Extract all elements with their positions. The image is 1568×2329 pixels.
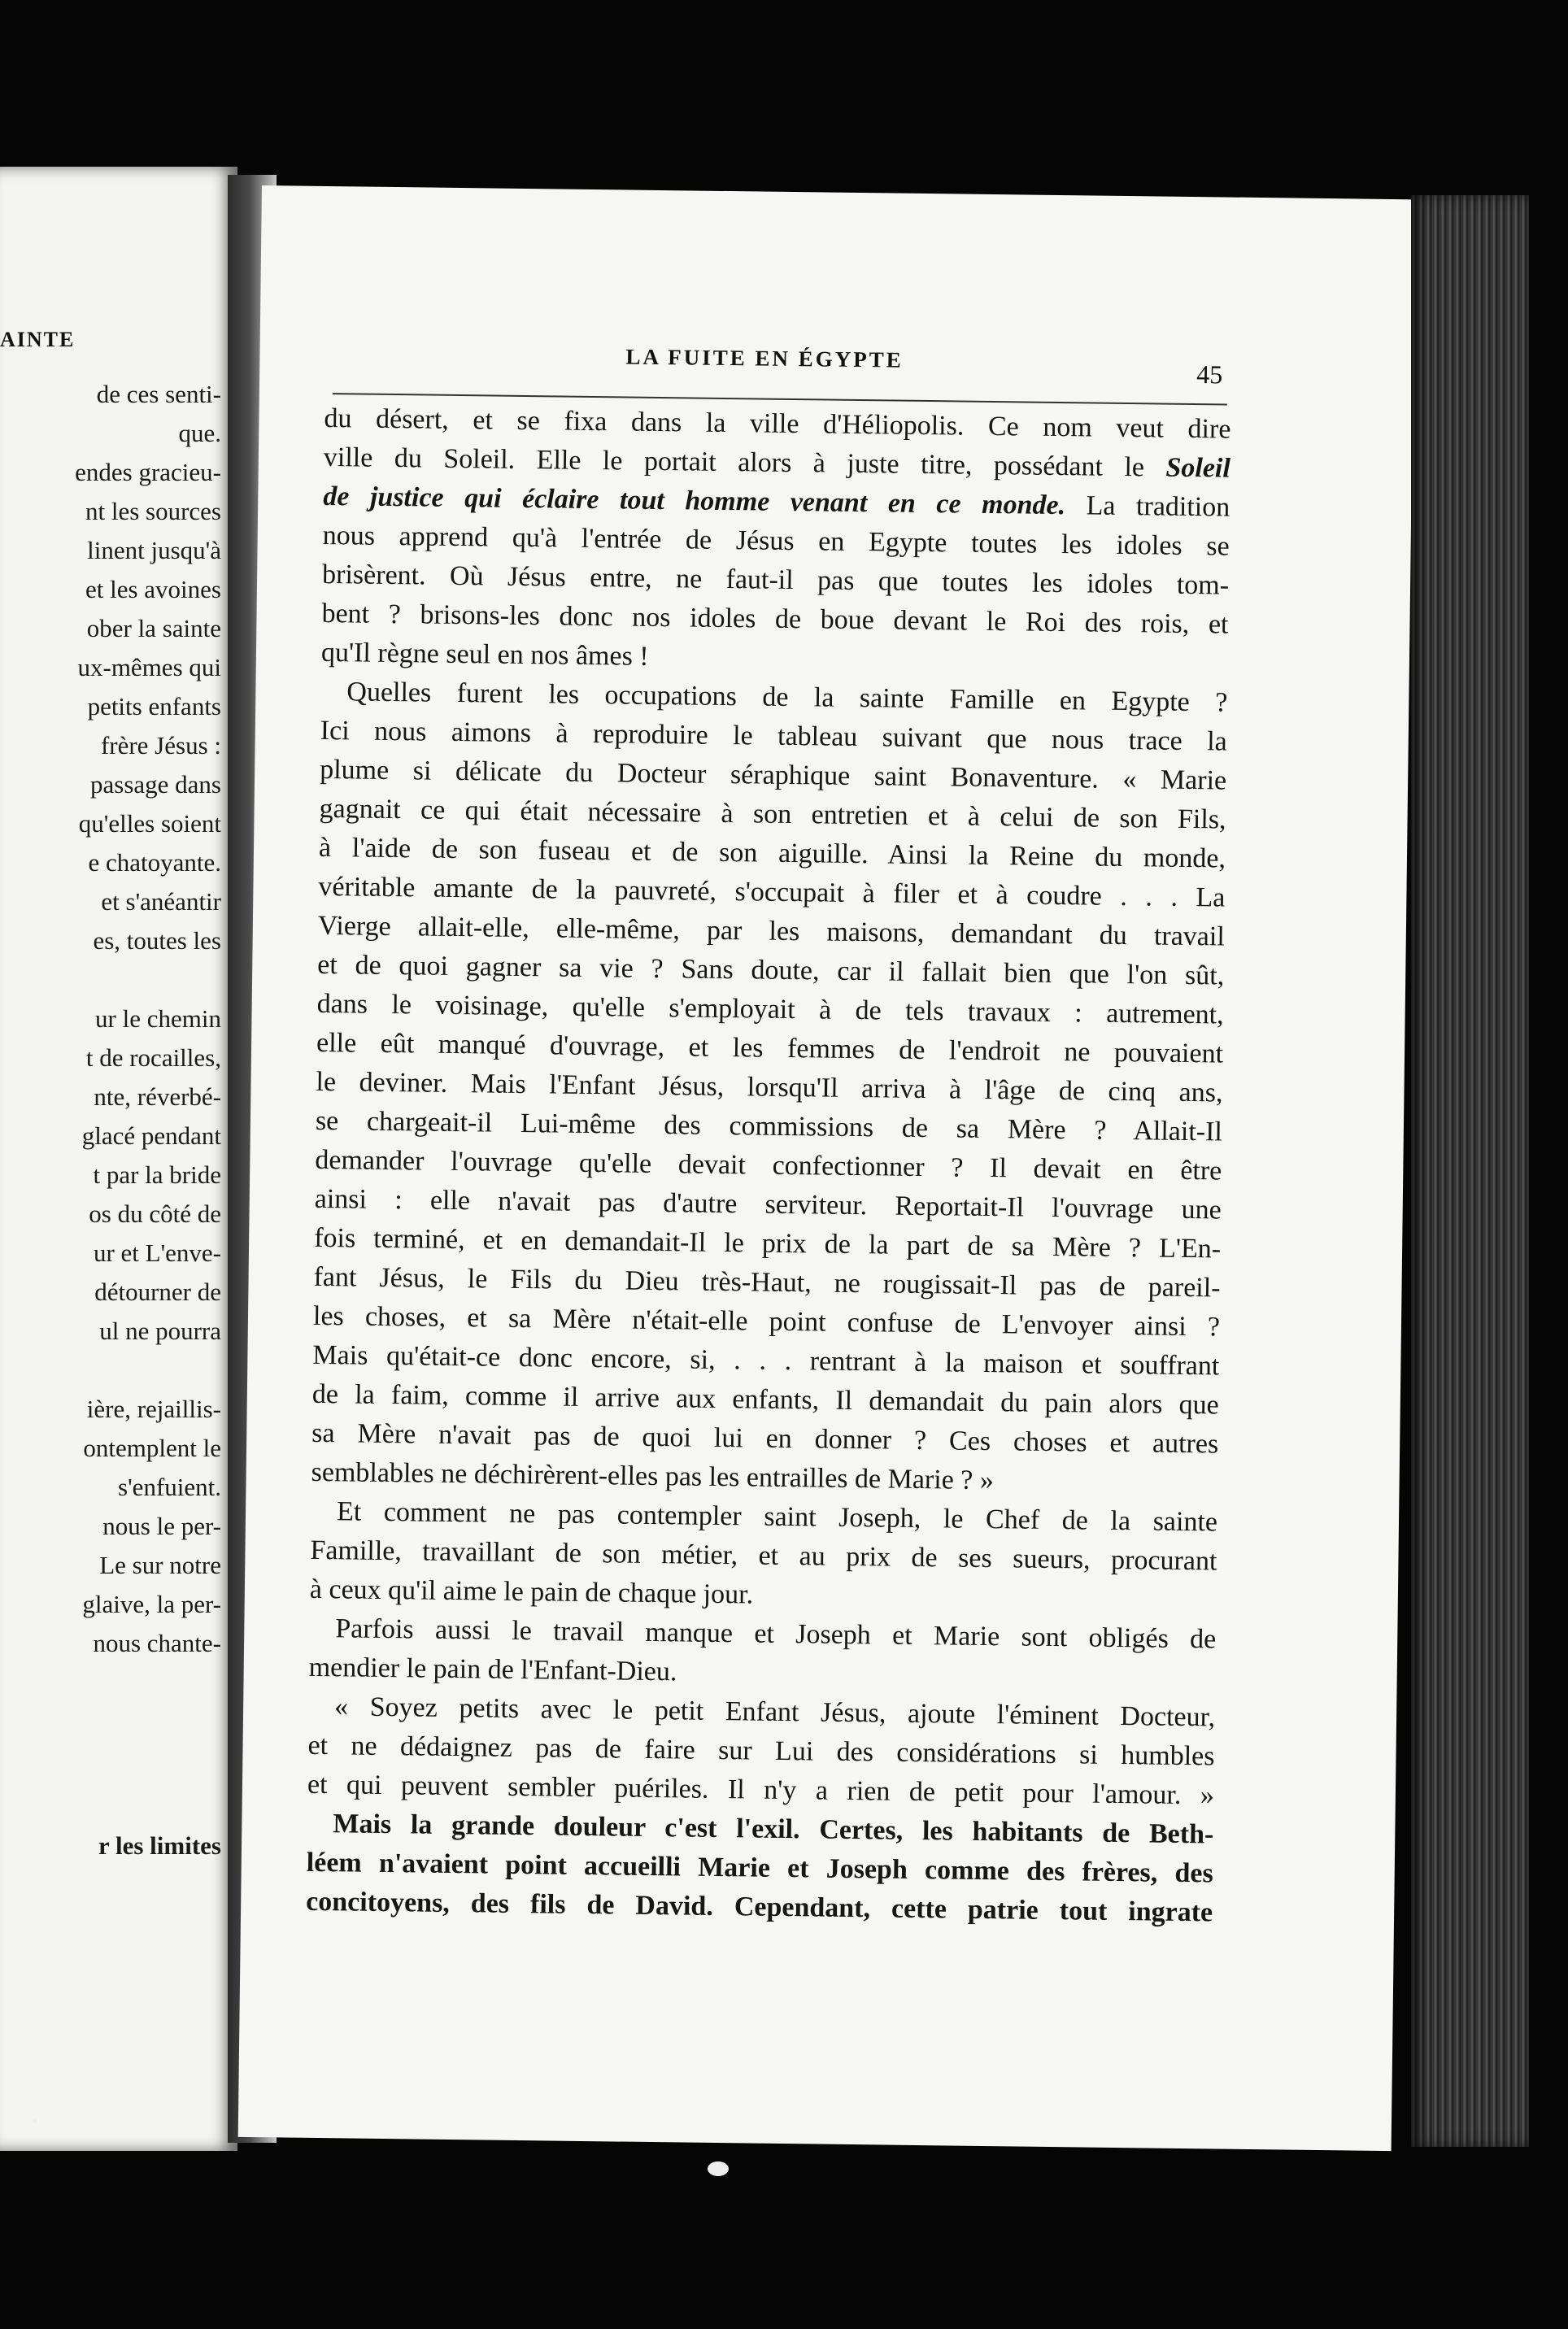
body-text xyxy=(306,399,1231,1932)
left-text-line: passage dans xyxy=(90,770,221,799)
left-text-line: endes gracieu- xyxy=(75,458,221,486)
left-text-line: nte, réverbé- xyxy=(94,1082,221,1111)
text-line: véritable amante de la pauvreté, s'occupait à filer et à coudre . . . La xyxy=(318,871,1226,913)
text-line: fant Jésus, le Fils du Dieu très-Haut, ne rougissait-Il pas de pareil- xyxy=(313,1261,1221,1304)
left-text-line: et s'anéantir xyxy=(101,887,221,916)
left-text-line: Le sur notre xyxy=(99,1551,221,1579)
left-text-line: r les limites xyxy=(98,1831,221,1860)
left-text-line: t par la bride xyxy=(93,1160,221,1189)
text-line: plume si délicate du Docteur séraphique saint Bonaventure. « Marie xyxy=(320,754,1227,796)
left-text-line: ontemplent le xyxy=(83,1434,221,1462)
text-line: et ne dédaignez pas de faire sur Lui des considérations si humbles xyxy=(307,1730,1215,1772)
left-text-line: nous chante- xyxy=(93,1629,221,1657)
left-text-line: glacé pendant xyxy=(81,1121,221,1150)
text-line: léem n'avaient point accueilli Marie et Joseph comme des frères, des xyxy=(306,1847,1213,1889)
text-line: le deviner. Mais l'Enfant Jésus, lorsqu'Il arriva à l'âge de cinq ans, xyxy=(316,1066,1223,1108)
text-line: qu'Il règne seul en nos âmes ! xyxy=(320,637,649,672)
text-line: Quelles furent les occupations de la sainte Famille en Egypte ? xyxy=(346,677,1228,718)
running-title: LA FUITE EN ÉGYPTE xyxy=(625,344,904,372)
left-page xyxy=(0,167,237,2151)
text-line: à ceux qu'il aime le pain de chaque jour. xyxy=(309,1574,754,1610)
text-line: les choses, et sa Mère n'était-elle point confuse de L'envoyer ainsi ? xyxy=(312,1300,1221,1343)
left-text-line: détourner de xyxy=(94,1278,221,1306)
page-number: 45 xyxy=(1196,359,1223,390)
text-line: et qui peuvent sembler puériles. Il n'y a rien de petit pour l'amour. » xyxy=(307,1769,1215,1811)
left-text-line: de ces senti- xyxy=(96,380,221,408)
text-line: Mais la grande douleur c'est l'exil. Certes, les habitants de Beth- xyxy=(333,1809,1214,1850)
text-line: concitoyens, des fils de David. Cependant, cette patrie tout ingrate xyxy=(305,1886,1213,1928)
text-line: Et comment ne pas contempler saint Joseph, le Chef de la sainte xyxy=(336,1496,1218,1538)
text-line: Famille, travaillant de son métier, et au prix de ses sueurs, procurant xyxy=(310,1535,1217,1577)
right-page xyxy=(238,185,1415,2151)
text-line: gagnait ce qui était nécessaire à son entretien et à celui de son Fils, xyxy=(319,793,1226,835)
text-line: à l'aide de son fuseau et de son aiguille. Ainsi la Reine du monde, xyxy=(318,832,1226,874)
left-text-line: ur et L'enve- xyxy=(93,1239,221,1267)
text-line: Vierge allait-elle, elle-même, par les maisons, demandant du travail xyxy=(317,910,1226,952)
text-line: nous apprend qu'à l'entrée de Jésus en Egypte toutes les idoles se xyxy=(322,520,1230,562)
left-text-line: os du côté de xyxy=(89,1199,221,1228)
left-text-line: linent jusqu'à xyxy=(87,536,221,564)
left-text-line: petits enfants xyxy=(87,692,221,720)
left-text-line: nous le per- xyxy=(102,1512,221,1540)
left-text-line: ul ne pourra xyxy=(99,1317,221,1345)
left-text-line: qu'elles soient xyxy=(78,809,221,838)
left-text-line: es, toutes les xyxy=(93,926,221,955)
text-line: sa Mère n'avait pas de quoi lui en donner ? Ces choses et autres xyxy=(311,1417,1219,1460)
text-main: ville du Soleil. Elle le portait alors à juste titre, possédant le xyxy=(323,442,1166,483)
text-line: elle eût manqué d'ouvrage, et les femmes de l'endroit ne pouvaient xyxy=(316,1027,1224,1069)
text-line: fois terminé, et en demandait-Il le prix de la part de sa Mère ? L'En- xyxy=(313,1222,1222,1265)
text-line: mendier le pain de l'Enfant-Dieu. xyxy=(308,1652,677,1687)
left-text-line: nt les sources xyxy=(85,497,221,525)
text-line: demander l'ouvrage qu'elle devait confectionner ? Il devait en être xyxy=(315,1144,1222,1186)
page-edge-stack xyxy=(1411,195,1529,2147)
left-text-line: glaive, la per- xyxy=(82,1590,221,1618)
text-line: Parfois aussi le travail manque et Joseph et Marie sont obligés de xyxy=(335,1613,1217,1655)
text-line: brisèrent. Où Jésus entre, ne faut-il pas que toutes les idoles tom- xyxy=(321,559,1230,601)
left-text-line: s'enfuient. xyxy=(118,1473,221,1501)
left-text-line: frère Jésus : xyxy=(100,731,221,760)
left-text-line: ière, rejaillis- xyxy=(86,1395,221,1423)
text-line: dans le voisinage, qu'elle s'employait à de tels travaux : autrement, xyxy=(316,988,1224,1030)
text-line: bent ? brisons-les donc nos idoles de boue devant le Roi des rois, et xyxy=(321,598,1229,640)
text-line: se chargeait-il Lui-même des commissions de sa Mère ? Allait-Il xyxy=(315,1105,1223,1147)
text-line: du désert, et se fixa dans la ville d'Héliopolis. Ce nom veut dire xyxy=(324,403,1231,445)
text-line: « Soyez petits avec le petit Enfant Jésus, ajoute l'éminent Docteur, xyxy=(333,1691,1216,1733)
left-text-line: que. xyxy=(178,419,221,447)
text-tail: La tradition xyxy=(1065,490,1230,523)
dust-speck xyxy=(708,2161,729,2176)
emphasis-text: de justice qui éclaire tout homme venant en ce monde. xyxy=(323,481,1066,521)
text-line: semblables ne déchirèrent-elles pas les entrailles de Marie ? » xyxy=(311,1456,995,1496)
left-text-line: ober la sainte xyxy=(86,614,221,642)
left-text-line: e chatoyante. xyxy=(88,848,221,877)
text-line: Ici nous aimons à reproduire le tableau suivant que nous trace la xyxy=(320,715,1227,757)
left-text-line: ux-mêmes qui xyxy=(77,653,221,681)
text-line: Mais qu'était-ce donc encore, si, . . . rentrant à la maison et souffrant xyxy=(312,1339,1220,1382)
emphasis-text: Soleil xyxy=(1165,452,1231,484)
left-text-line: t de rocailles, xyxy=(85,1043,221,1072)
left-text-line: et les avoines xyxy=(85,575,221,603)
text-line: et de quoi gagner sa vie ? Sans doute, car il fallait bien que l'on sût, xyxy=(317,949,1225,991)
left-running-title: AINTE xyxy=(0,328,76,351)
left-text-line: ur le chemin xyxy=(95,1004,221,1033)
dust-speck xyxy=(33,2118,37,2123)
text-line: de la faim, comme il arrive aux enfants, Il demandait du pain alors que xyxy=(311,1378,1219,1421)
text-line: ainsi : elle n'avait pas d'autre serviteur. Reportait-Il l'ouvrage une xyxy=(314,1183,1222,1225)
